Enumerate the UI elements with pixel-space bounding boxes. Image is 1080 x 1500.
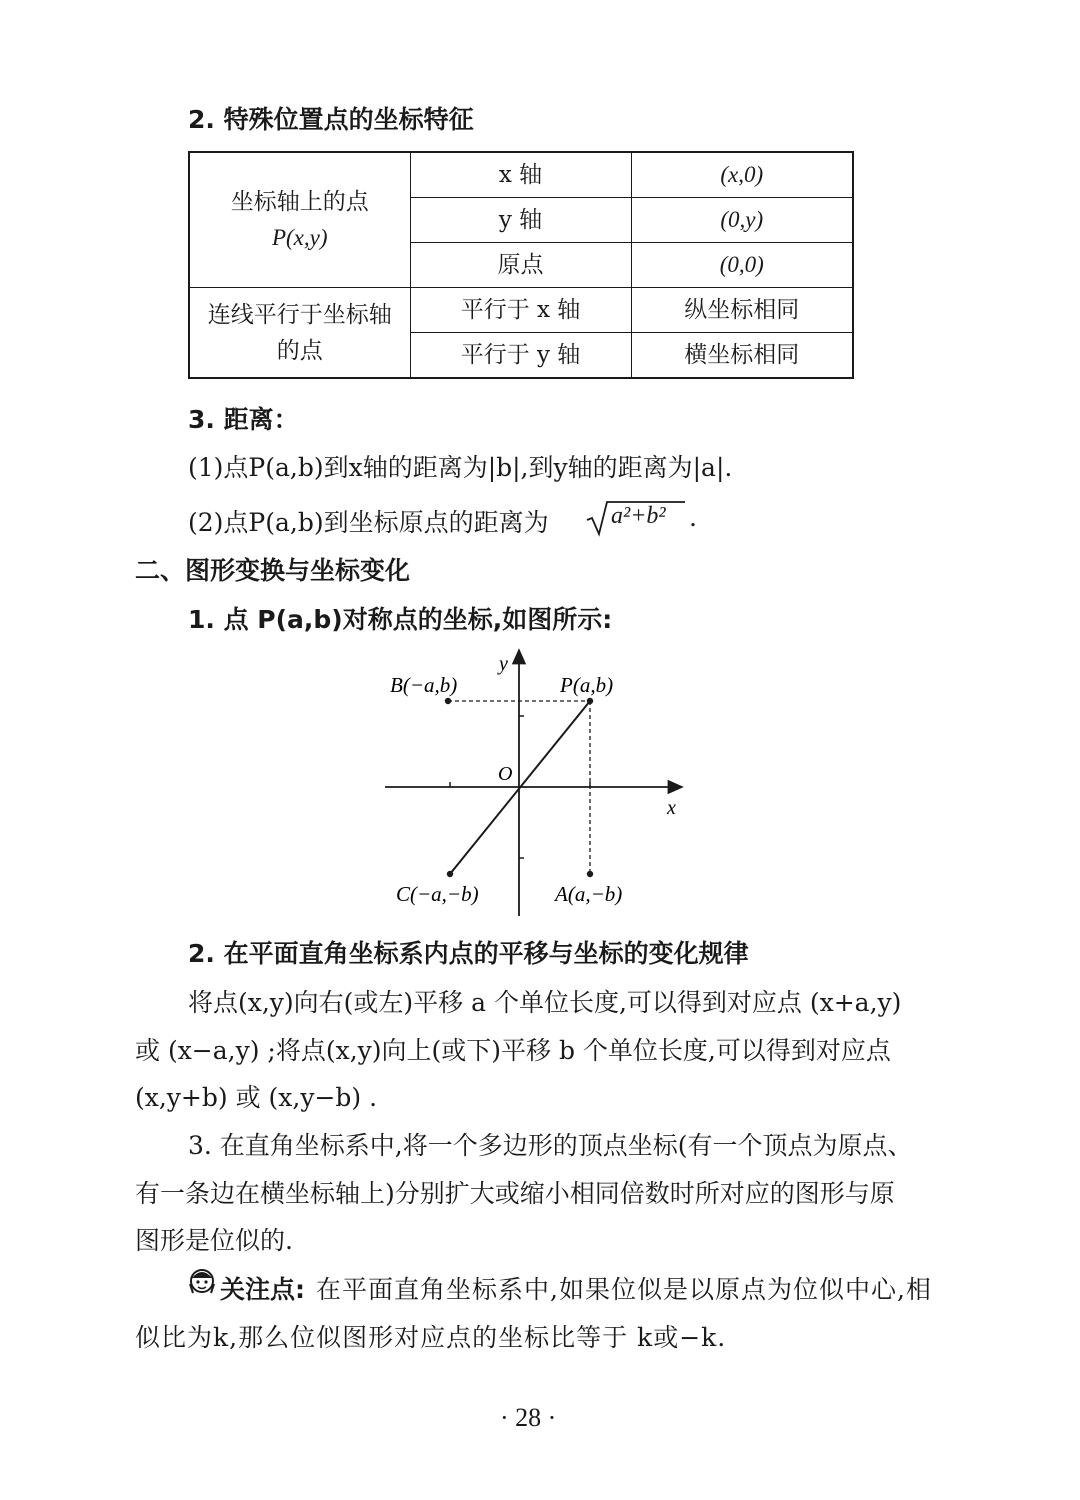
- point-a: [587, 871, 593, 877]
- group-label-line2: 的点: [276, 337, 323, 364]
- point-c-label: C(−a,−b): [396, 882, 479, 906]
- group-label-line2: P(x,y): [271, 225, 328, 251]
- point-b: [445, 698, 451, 704]
- table-cell-item: 原点: [410, 242, 631, 287]
- distance-heading: 3. 距离：: [188, 405, 299, 434]
- origin-label: O: [498, 763, 513, 785]
- point-b-label: B(−a,b): [390, 673, 458, 697]
- point-p-label: P(a,b): [560, 673, 614, 697]
- item2-paragraph-line3: (x,y+b) 或 (x,y−b) .: [135, 1083, 378, 1112]
- table-cell-value: (0,y): [631, 197, 853, 242]
- item1-heading: 1. 点 P(a,b)对称点的坐标,如图所示:: [188, 605, 613, 634]
- part-heading: 二、图形变换与坐标变化: [135, 556, 411, 585]
- table-cell-value: 横坐标相同: [631, 333, 853, 378]
- item3-line1: 3. 在直角坐标系中,将一个多边形的顶点坐标(有一个顶点为原点、: [188, 1131, 913, 1160]
- table-group-label: [189, 288, 410, 378]
- point-p: [587, 698, 593, 704]
- item2-heading: 2. 在平面直角坐标系内点的平移与坐标的变化规律: [188, 939, 749, 968]
- table-group-label: [189, 152, 410, 288]
- table-cell-item: x 轴: [410, 152, 631, 197]
- focus-face-icon: [188, 1266, 216, 1294]
- x-axis-label: x: [667, 797, 676, 819]
- page-number: · 28 ·: [500, 1403, 557, 1432]
- item3-line2: 有一条边在横坐标轴上)分别扩大或缩小相同倍数时所对应的图形与原: [135, 1179, 895, 1208]
- distance-line-1: (1)点P(a,b)到x轴的距离为|b|,到y轴的距离为|a|.: [188, 453, 733, 482]
- table-cell-item: 平行于 x 轴: [410, 288, 631, 333]
- section-heading: 2. 特殊位置点的坐标特征: [188, 105, 474, 134]
- table-row: [189, 288, 853, 333]
- point-c: [447, 871, 453, 877]
- coord-feature-table: [188, 151, 854, 379]
- point-a-label: A(a,−b): [555, 882, 623, 906]
- y-axis-label: y: [499, 653, 508, 675]
- table-cell-value: (0,0): [631, 242, 853, 287]
- table-cell-value: 纵坐标相同: [631, 288, 853, 333]
- distance-line-2-suffix: .: [689, 503, 697, 532]
- focus-label: 关注点:: [220, 1275, 305, 1304]
- table-cell-item: 平行于 y 轴: [410, 333, 631, 378]
- item3-line3: 图形是位似的.: [135, 1226, 293, 1255]
- focus-line1: 在平面直角坐标系中,如果位似是以原点为位似中心,相: [316, 1275, 932, 1304]
- table-cell-item: y 轴: [410, 197, 631, 242]
- group-label-line1: 连线平行于坐标轴: [207, 301, 392, 328]
- focus-line2: 似比为k,那么位似图形对应点的坐标比等于 k或−k.: [135, 1323, 727, 1352]
- table-cell-value: (x,0): [631, 152, 853, 197]
- distance-line-2-prefix: (2)点P(a,b)到坐标原点的距离为: [188, 508, 549, 537]
- sqrt-radicand: a²+b²: [611, 503, 666, 529]
- group-label-line1: 坐标轴上的点: [230, 189, 369, 216]
- table-row: [189, 152, 853, 197]
- symmetry-figure: [380, 640, 700, 920]
- item2-paragraph-line1: 将点(x,y)向右(或左)平移 a 个单位长度,可以得到对应点 (x+a,y): [188, 988, 902, 1017]
- item2-paragraph-line2: 或 (x−a,y) ;将点(x,y)向上(或下)平移 b 个单位长度,可以得到对应点: [135, 1036, 891, 1065]
